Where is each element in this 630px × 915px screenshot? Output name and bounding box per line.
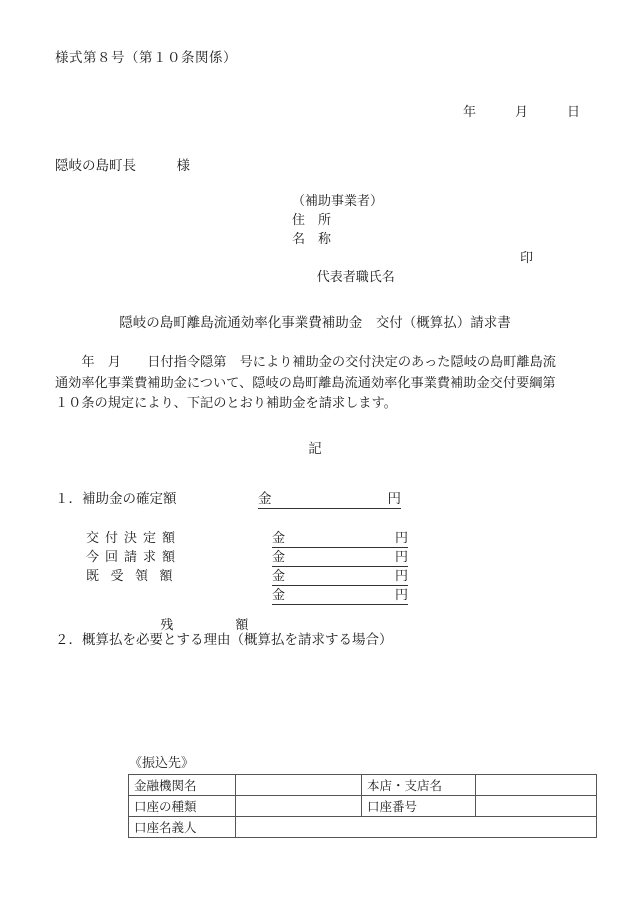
account-holder-label: 口座名義人: [129, 817, 236, 838]
date-line: 年 月 日: [463, 105, 581, 120]
document-title: 隠岐の島町離島流通効率化事業費補助金 交付（概算払）請求書: [119, 315, 511, 331]
currency-prefix: 金: [258, 491, 272, 507]
section1-amount-field[interactable]: [258, 487, 401, 509]
amount-row-field[interactable]: [272, 546, 408, 567]
bank-branch-value[interactable]: [476, 775, 597, 796]
ki-mark: 記: [308, 441, 322, 457]
amount-row-label-part2: 額: [235, 618, 249, 633]
bank-institution-value[interactable]: [236, 775, 362, 796]
account-holder-value[interactable]: [236, 817, 597, 838]
applicant-block: [292, 192, 534, 325]
amount-row-field[interactable]: [272, 565, 408, 586]
currency-prefix: 金: [272, 550, 286, 565]
amount-row-field[interactable]: [272, 527, 408, 548]
table-row: [129, 775, 597, 796]
body-line-3: １０条の規定により、下記のとおり補助金を請求します。: [55, 396, 397, 411]
body-line-2: 通効率化事業費補助金について、隠岐の島町離島流通効率化事業費補助金交付要綱第: [55, 375, 556, 391]
body-paragraph: [55, 353, 577, 415]
amount-row-label: 既受領額: [86, 569, 185, 584]
account-type-value[interactable]: [236, 796, 362, 817]
applicant-address-label: 住 所: [292, 213, 332, 228]
applicant-name-label: 名 称: [292, 232, 332, 247]
amount-row-label: 今回請求額: [86, 550, 182, 565]
currency-suffix: 円: [394, 588, 408, 603]
bank-institution-label: 金融機関名: [129, 775, 236, 796]
amount-row-label: [86, 584, 249, 663]
bank-branch-label: 本店・支店名: [362, 775, 476, 796]
account-number-label: 口座番号: [362, 796, 476, 817]
bank-details-table: [128, 774, 597, 838]
currency-suffix: 円: [394, 531, 408, 546]
account-type-label: 口座の種類: [129, 796, 236, 817]
section2-label: ２．概算払を必要とする理由（概算払を請求する場合）: [55, 632, 393, 648]
bank-section-heading: 《振込先》: [129, 756, 195, 771]
table-row: [129, 796, 597, 817]
applicant-heading: （補助事業者）: [292, 194, 384, 209]
table-row: [129, 817, 597, 838]
currency-suffix: 円: [387, 491, 401, 507]
currency-suffix: 円: [394, 550, 408, 565]
form-number: 様式第８号（第１０条関係）: [55, 50, 237, 66]
seal-mark: 印: [520, 251, 534, 266]
amount-row-label: 交付決定額: [86, 531, 182, 546]
section1-label: １．補助金の確定額: [55, 491, 177, 507]
account-number-value[interactable]: [476, 796, 597, 817]
amount-row-label-part1: 残: [160, 618, 174, 633]
currency-prefix: 金: [272, 588, 286, 603]
currency-prefix: 金: [272, 569, 286, 584]
currency-prefix: 金: [272, 531, 286, 546]
addressee-line: 隠岐の島町長 様: [55, 158, 190, 174]
currency-suffix: 円: [394, 569, 408, 584]
representative-label-text: 代表者職氏名: [316, 270, 395, 285]
amount-row-field[interactable]: [272, 584, 408, 605]
body-line-1: 年 月 日付指令隠第 号により補助金の交付決定のあった隠岐の島町離島流: [55, 355, 556, 370]
